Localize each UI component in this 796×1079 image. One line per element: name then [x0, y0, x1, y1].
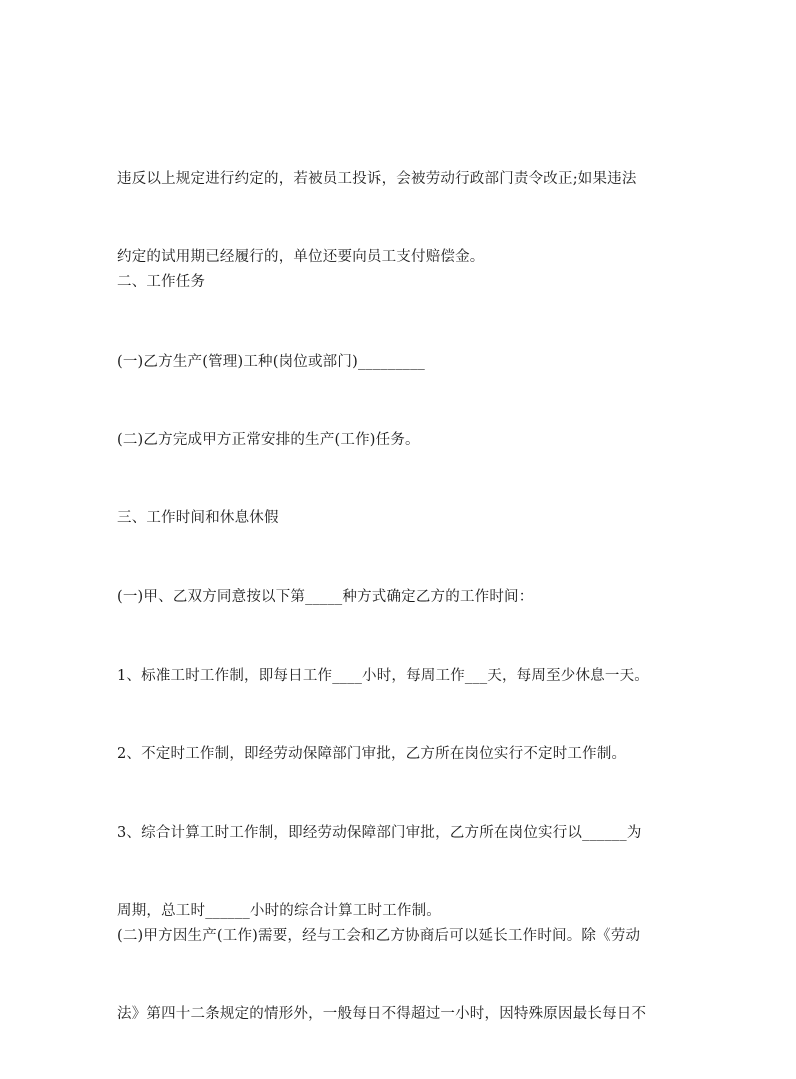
heading-text: 三、工作时间和休息休假 [117, 510, 279, 526]
text-line: 2、不定时工作制，即经劳动保障部门审批，乙方所在岗位实行不定时工作制。 [117, 746, 627, 762]
text-line: (一)乙方生产(管理)工种(岗位或部门)_________ [117, 354, 425, 370]
text-line: (二)甲方因生产(工作)需要，经与工会和乙方协商后可以延长工作时间。除《劳动 [117, 928, 641, 944]
text-line: (二)乙方完成甲方正常安排的生产(工作)任务。 [117, 432, 420, 448]
text-line: 约定的试用期已经履行的，单位还要向员工支付赔偿金。 [117, 249, 485, 265]
text-line: 1、标准工时工作制，即每日工作____小时，每周工作___天，每周至少休息一天。 [117, 668, 649, 684]
text-line: (一)甲、乙双方同意按以下第_____种方式确定乙方的工作时间： [117, 589, 534, 605]
paragraph-overtime [117, 871, 687, 1079]
text-line: 法》第四十二条规定的情形外，一般每日不得超过一小时，因特殊原因最长每日不 [117, 1006, 647, 1022]
text-line: 周期，总工时______小时的综合计算工时工作制。 [117, 903, 441, 919]
text-line: 违反以上规定进行约定的，若被员工投诉，会被劳动行政部门责令改正;如果违法 [117, 171, 637, 187]
heading-text: 二、工作任务 [117, 274, 206, 290]
text-line: 3、综合计算工时工作制，即经劳动保障部门审批，乙方所在岗位实行以______为 [117, 825, 642, 841]
